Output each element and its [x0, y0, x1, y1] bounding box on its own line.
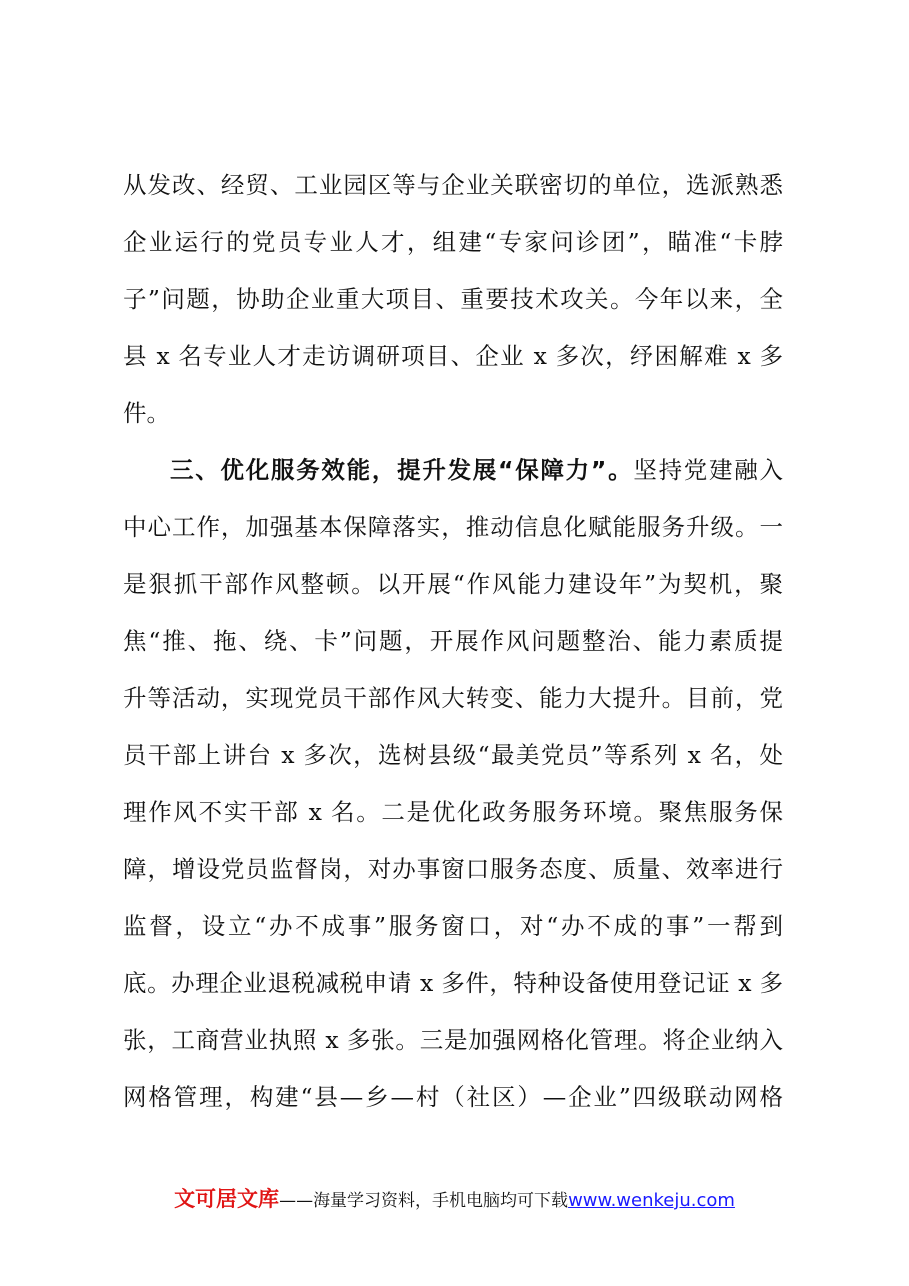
- body-line: 件。: [123, 399, 170, 427]
- body-line: 从发改、经贸、工业园区等与企业关联密切的单位，选派熟悉: [123, 171, 783, 199]
- body-line: 中心工作，加强基本保障落实，推动信息化赋能服务升级。一: [123, 513, 783, 541]
- body-line: 升等活动，实现党员干部作风大转变、能力大提升。目前，党: [123, 684, 783, 712]
- footer-site-link[interactable]: www.wenkeju.com: [568, 1190, 735, 1211]
- footer-tagline: ——海量学习资料，手机电脑均可下载: [279, 1191, 569, 1211]
- body-line: 障，增设党员监督岗，对办事窗口服务态度、质量、效率进行: [123, 855, 783, 883]
- body-text: 坚持党建融入: [633, 456, 784, 484]
- body-line: 子”问题，协助企业重大项目、重要技术攻关。今年以来，全: [123, 285, 783, 313]
- body-line: 底。办理企业退税减税申请 x 多件，特种设备使用登记证 x 多: [123, 969, 783, 997]
- body-line: 张，工商营业执照 x 多张。三是加强网格化管理。将企业纳入: [123, 1026, 783, 1054]
- section-three-first-line: [170, 455, 783, 485]
- body-line: 县 x 名专业人才走访调研项目、企业 x 多次，纾困解难 x 多: [123, 342, 783, 370]
- footer-brand: 文可居文库: [174, 1187, 280, 1211]
- body-line: 监督，设立“办不成事”服务窗口，对“办不成的事”一帮到: [123, 912, 783, 940]
- body-line: 网格管理，构建“县—乡—村（社区）—企业”四级联动网格: [123, 1083, 783, 1111]
- body-line: 焦“推、拖、绕、卡”问题，开展作风问题整治、能力素质提: [123, 627, 783, 655]
- footer-banner: [0, 1183, 909, 1213]
- body-line: 理作风不实干部 x 名。二是优化政务服务环境。聚焦服务保: [123, 798, 783, 826]
- body-line: 员干部上讲台 x 多次，选树县级“最美党员”等系列 x 名，处: [123, 741, 783, 769]
- body-line: 企业运行的党员专业人才，组建“专家问诊团”，瞄准“卡脖: [123, 228, 783, 256]
- section-three-heading: 三、优化服务效能，提升发展“保障力”。: [170, 456, 634, 484]
- body-line: 是狠抓干部作风整顿。以开展“作风能力建设年”为契机，聚: [123, 570, 783, 598]
